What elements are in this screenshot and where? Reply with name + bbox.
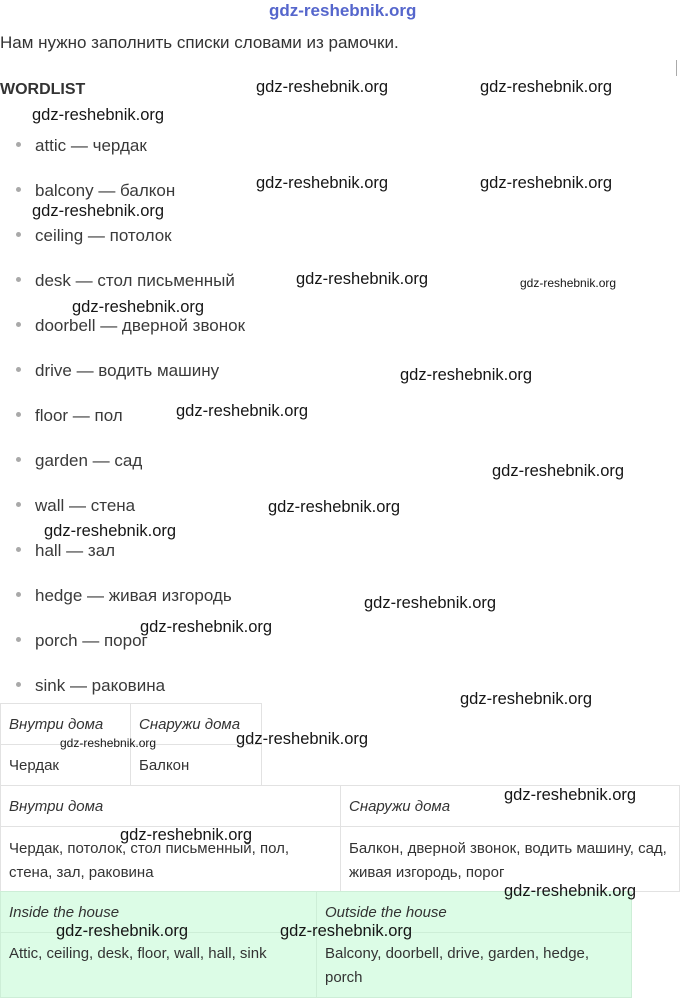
table-header-outside: Снаружи дома <box>341 786 680 827</box>
watermark: gdz-reshebnik.org <box>120 826 253 844</box>
table-header-inside: Внутри дома <box>1 786 341 827</box>
watermark: gdz-reshebnik.org <box>364 594 497 612</box>
bullet-icon <box>16 502 21 507</box>
table-cell-inside: Чердак <box>1 745 131 786</box>
wordlist-item: desk — стол письменный <box>16 271 235 291</box>
bullet-icon <box>16 187 21 192</box>
bullet-icon <box>16 232 21 237</box>
watermark: gdz-reshebnik.org <box>72 298 205 316</box>
bullet-icon <box>16 457 21 462</box>
watermark: gdz-reshebnik.org <box>520 276 617 290</box>
watermark: gdz-reshebnik.org <box>504 882 637 900</box>
bullet-icon <box>16 592 21 597</box>
watermark: gdz-reshebnik.org <box>504 786 637 804</box>
bullet-icon <box>16 412 21 417</box>
table-header-inside: Inside the house <box>1 892 317 933</box>
watermark: gdz-reshebnik.org <box>400 366 533 384</box>
watermark: gdz-reshebnik.org <box>256 78 389 96</box>
wordlist-item: hall — зал <box>16 541 115 561</box>
table-cell-inside: Attic, ceiling, desk, floor, wall, hall, sink <box>1 933 317 998</box>
bullet-icon <box>16 547 21 552</box>
intro-text: Нам нужно заполнить списки словами из рамочки. <box>0 33 399 52</box>
watermark: gdz-reshebnik.org <box>236 730 369 748</box>
wordlist-item: doorbell — дверной звонок <box>16 316 245 336</box>
wordlist-item: attic — чердак <box>16 136 147 156</box>
table-english-answer <box>0 891 632 998</box>
watermark: gdz-reshebnik.org <box>60 736 157 750</box>
wordlist-item: floor — пол <box>16 406 123 426</box>
table-header-inside: Внутри дома <box>1 704 131 745</box>
wordlist-item: hedge — живая изгородь <box>16 586 232 606</box>
watermark: gdz-reshebnik.org <box>176 402 309 420</box>
wordlist-item: sink — раковина <box>16 676 165 696</box>
wordlist-item: ceiling — потолок <box>16 226 172 246</box>
watermark: gdz-reshebnik.org <box>480 78 613 96</box>
watermark: gdz-reshebnik.org <box>280 922 413 940</box>
watermark: gdz-reshebnik.org <box>44 522 177 540</box>
watermark: gdz-reshebnik.org <box>140 618 273 636</box>
watermark-top: gdz-reshebnik.org <box>269 1 417 20</box>
wordlist-item: garden — сад <box>16 451 142 471</box>
table-cell-inside: Чердак, потолок, стол письменный, пол, стена, зал, раковина <box>1 827 341 892</box>
bullet-icon <box>16 142 21 147</box>
bullet-icon <box>16 637 21 642</box>
scrollbar-edge <box>676 60 677 76</box>
bullet-icon <box>16 367 21 372</box>
wordlist-heading: WORDLIST <box>0 81 86 98</box>
watermark: gdz-reshebnik.org <box>256 174 389 192</box>
wordlist-item: porch — порог <box>16 631 148 651</box>
table-header-outside: Снаружи дома <box>131 704 262 745</box>
watermark: gdz-reshebnik.org <box>460 690 593 708</box>
watermark: gdz-reshebnik.org <box>492 462 625 480</box>
watermark: gdz-reshebnik.org <box>32 202 165 220</box>
bullet-icon <box>16 322 21 327</box>
watermark: gdz-reshebnik.org <box>56 922 189 940</box>
table-cell-outside: Балкон, дверной звонок, водить машину, сад, живая изгородь, порог <box>341 827 680 892</box>
watermark: gdz-reshebnik.org <box>480 174 613 192</box>
wordlist-item: wall — стена <box>16 496 135 516</box>
table-header-outside: Outside the house <box>317 892 632 933</box>
wordlist-item: drive — водить машину <box>16 361 219 381</box>
watermark: gdz-reshebnik.org <box>32 106 165 124</box>
bullet-icon <box>16 682 21 687</box>
table-cell-outside: Балкон <box>131 745 262 786</box>
wordlist-item: balcony — балкон <box>16 181 175 201</box>
table-cell-outside: Balcony, doorbell, drive, garden, hedge, porch <box>317 933 632 998</box>
bullet-icon <box>16 277 21 282</box>
watermark: gdz-reshebnik.org <box>296 270 429 288</box>
watermark: gdz-reshebnik.org <box>268 498 401 516</box>
